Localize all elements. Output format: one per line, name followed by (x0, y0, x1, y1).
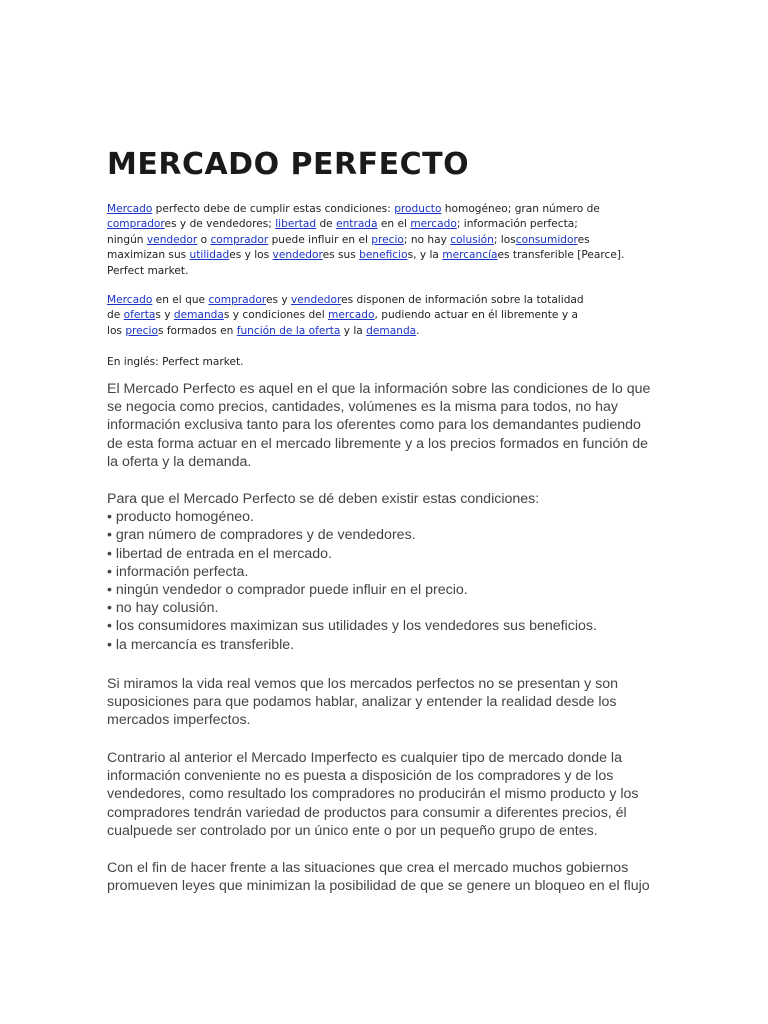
glossary-link[interactable]: comprador (107, 218, 165, 231)
text-line: mercados imperfectos. (107, 712, 251, 729)
glossary-link[interactable]: vendedor (146, 233, 198, 246)
text-run: s, y la (407, 249, 443, 262)
text-line (107, 202, 667, 217)
text-run: es transferible [Pearce]. (497, 249, 625, 262)
page-title: MERCADO PERFECTO (107, 147, 470, 182)
text-run: ; los (493, 233, 516, 246)
text-line: suposiciones para que podamos hablar, analizar y entender la realidad desde los (107, 694, 617, 711)
definition-2 (107, 293, 667, 339)
paragraph-real-life (107, 675, 667, 730)
glossary-link[interactable]: beneficio (359, 249, 408, 262)
text-line: vendedores, como resultado los compradores no producirán el mismo producto y los (107, 786, 639, 803)
glossary-link[interactable]: vendedor (291, 294, 342, 306)
text-line (107, 248, 667, 263)
text-line: • gran número de compradores y de vendedores. (107, 527, 416, 544)
glossary-link[interactable]: entrada (336, 218, 378, 231)
text-run: . (416, 324, 420, 337)
glossary-link[interactable]: precio (125, 324, 158, 337)
english-note: En inglés: Perfect market. (107, 356, 244, 368)
paragraph-definition (107, 380, 667, 471)
text-run: es y los (229, 249, 273, 262)
text-run: es y de vendedores; (164, 218, 276, 231)
text-line: información conveniente no es puesta a disposición de los compradores y de los (107, 768, 614, 785)
text-run: y la (340, 324, 367, 337)
text-line: • la mercancía es transferible. (107, 636, 295, 653)
text-run: puede influir en el (268, 233, 372, 246)
text-line: • no hay colusión. (107, 600, 219, 617)
text-run: ningún (107, 233, 147, 246)
text-line: El Mercado Perfecto es aquel en el que la información sobre las condiciones de lo que (107, 381, 651, 397)
glossary-link[interactable]: demanda (173, 309, 224, 322)
glossary-link[interactable]: mercado (328, 309, 375, 322)
glossary-link[interactable]: precio (371, 233, 404, 246)
glossary-link[interactable]: comprador (208, 294, 266, 306)
text-line: se negocia como precios, cantidades, volúmenes es la misma para todos, no hay (107, 399, 619, 416)
paragraph-imperfect-market (107, 749, 667, 840)
glossary-link[interactable]: mercancía (442, 249, 498, 262)
text-run: perfecto debe de cumplir estas condiciones: (152, 203, 395, 215)
text-line: promueven leyes que minimizan la posibilidad de que se genere un bloqueo en el flujo (107, 878, 650, 895)
glossary-link[interactable]: función de la oferta (236, 324, 341, 337)
text-run: , pudiendo actuar en él libremente y a (374, 309, 578, 322)
text-line: de esta forma actuar en el mercado libremente y a los precios formados en función de (107, 435, 648, 452)
text-line: información exclusiva tanto para los oferentes como para los demandantes pudiendo (107, 417, 641, 434)
glossary-link[interactable]: vendedor (272, 249, 323, 262)
text-line: • libertad de entrada en el mercado. (107, 545, 333, 562)
glossary-link[interactable]: consumidor (515, 233, 578, 246)
text-line: • información perfecta. (107, 563, 249, 580)
text-line: cualpuede ser controlado por un único ente o por un pequeño grupo de entes. (107, 822, 598, 839)
glossary-link[interactable]: libertad (275, 218, 317, 231)
text-line (107, 264, 667, 279)
text-run: s y (155, 309, 174, 322)
text-run: en el (377, 218, 411, 231)
text-run: de (107, 309, 124, 322)
glossary-link[interactable]: demanda (366, 324, 417, 337)
text-line: Para que el Mercado Perfecto se dé deben existir estas condiciones: (107, 491, 540, 507)
text-line: • producto homogéneo. (107, 509, 254, 526)
text-line: la oferta y la demanda. (107, 453, 252, 470)
text-line (107, 233, 667, 248)
text-run: de (316, 218, 337, 231)
text-line: • los consumidores maximizan sus utilidades y los vendedores sus beneficios. (107, 618, 597, 635)
text-run: o (197, 233, 211, 246)
text-run: los (107, 324, 126, 337)
text-line: compradores tendrán variedad de productos para consumir a diferentes precios, él (107, 804, 627, 821)
paragraph-governments (107, 859, 667, 895)
text-line: Si miramos la vida real vemos que los mercados perfectos no se presentan y son (107, 676, 618, 692)
text-line (107, 308, 667, 323)
glossary-link[interactable]: Mercado (107, 203, 153, 215)
text-run: ; no hay (403, 233, 451, 246)
glossary-link[interactable]: utilidad (189, 249, 230, 262)
glossary-link[interactable]: Mercado (107, 294, 153, 306)
text-line (107, 324, 667, 339)
definition-1 (107, 202, 667, 279)
text-run: s formados en (157, 324, 237, 337)
text-line (107, 217, 667, 232)
text-run: Perfect market. (107, 264, 189, 277)
text-run: es (577, 233, 590, 246)
text-run: es y (265, 294, 292, 306)
text-run: es sus (322, 249, 360, 262)
glossary-link[interactable]: oferta (123, 309, 156, 322)
text-run: en el que (152, 294, 209, 306)
text-line: • ningún vendedor o comprador puede influir en el precio. (107, 582, 468, 599)
text-run: ; información perfecta; (456, 218, 578, 231)
paragraph-conditions (107, 490, 667, 654)
text-line: Contrario al anterior el Mercado Imperfecto es cualquier tipo de mercado donde la (107, 750, 622, 766)
text-run: s y condiciones del (223, 309, 329, 322)
text-run: maximizan sus (107, 249, 190, 262)
glossary-link[interactable]: mercado (410, 218, 457, 231)
glossary-link[interactable]: producto (394, 203, 442, 215)
text-line (107, 293, 667, 308)
text-run: homogéneo; gran número de (441, 203, 600, 215)
text-run: es disponen de información sobre la totalidad (341, 294, 584, 306)
glossary-link[interactable]: colusión (450, 233, 494, 246)
text-line: Con el fin de hacer frente a las situaciones que crea el mercado muchos gobiernos (107, 860, 629, 876)
glossary-link[interactable]: comprador (210, 233, 269, 246)
